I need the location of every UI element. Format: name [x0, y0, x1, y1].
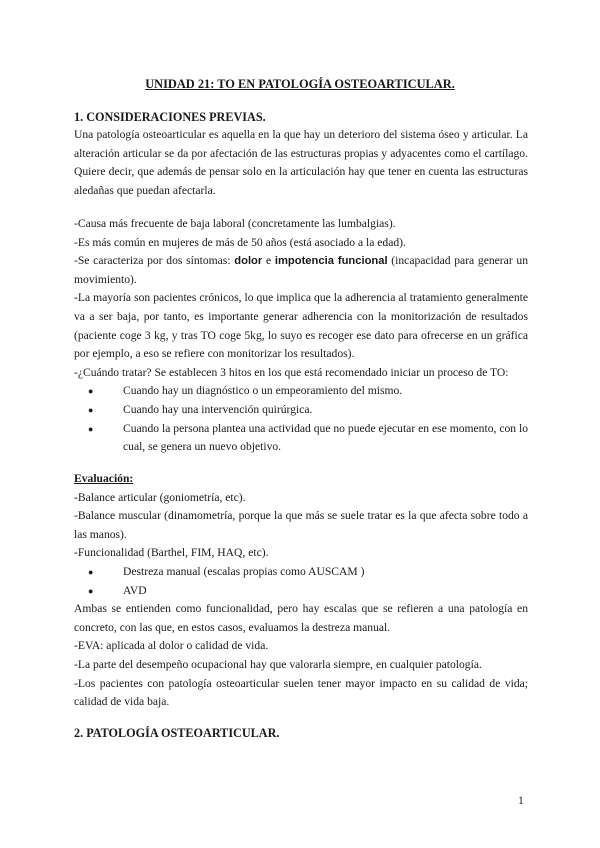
section-1-points [74, 215, 528, 457]
page-number: 1 [518, 794, 524, 807]
section-1-heading: 1. CONSIDERACIONES PREVIAS. [74, 110, 266, 124]
list-item: ● Cuando hay una intervención quirúrgica. [88, 401, 528, 420]
page-title: UNIDAD 21: TO EN PATOLOGÍA OSTEOARTICULAR. [145, 77, 455, 91]
eval-calidad-vida: -Los pacientes con patología osteoarticular suelen tener mayor impacto en su calidad de vida; calidad de vida baja. [74, 676, 528, 709]
intro-paragraph: Una patología osteoarticular es aquella en la que hay un deterioro del sistema óseo y articular. La alteración articular se da por afectación de las estructuras propias y adyacentes como el cartílago. Quiere decir, que además de pensar solo en la articulación hay que tener en cuenta las estructuras aledañas que puedan afectarla. [74, 128, 528, 197]
sintomas-post: (incapacidad para generar un movimiento). [74, 254, 528, 286]
evaluacion-heading: Evaluación: [74, 472, 134, 485]
sintoma-dolor: dolor [234, 255, 263, 268]
point-mujeres: -Es más común en mujeres de más de 50 años (está asociado a la edad). [74, 235, 406, 249]
section-1-intro-block [74, 126, 528, 200]
sintoma-impotencia: impotencia funcional [274, 255, 388, 268]
eval-desempeno: -La parte del desempeño ocupacional hay que valorarla siempre, en cualquier patología. [74, 657, 482, 671]
eval-eva: -EVA: aplicada al dolor o calidad de vida. [74, 639, 269, 653]
point-sintomas [74, 252, 528, 289]
eval-funcionalidad: -Funcionalidad (Barthel, FIM, HAQ, etc). [74, 546, 269, 560]
sintomas-mid: e [262, 254, 275, 268]
eval-balance-muscular: -Balance muscular (dinamometría, porque la que más se suele tratar es la que afecta sobre todo a las manos). [74, 509, 528, 541]
sintomas-pre: -Se caracteriza por dos síntomas: [74, 254, 235, 268]
list-item: ● Cuando hay un diagnóstico o un empeoramiento del mismo. [88, 382, 528, 401]
eval-ambas-paragraph: Ambas se entienden como funcionalidad, pero hay escalas que se refieren a una patología en concreto, con las que, en estos casos, evaluamos la destreza manual. [74, 602, 528, 634]
eval-balance-articular: -Balance articular (goniometría, etc). [74, 490, 246, 504]
list-item: ● Destreza manual (escalas propias como AUSCAM ) [88, 563, 528, 582]
point-baja-laboral: -Causa más frecuente de baja laboral (concretamente las lumbalgias). [74, 217, 396, 230]
evaluacion-block [74, 470, 528, 712]
point-cronicos: -La mayoría son pacientes crónicos, lo que implica que la adherencia al tratamiento generalmente va a ser baja, por tanto, es importante generar adherencia con la monitorización de resultados (paciente coge 3 kg, y tras TO coge 5kg, lo suyo es recoger ese dato para ofrecerse en un gráfica por ejemplo, a eso se refiere con monitorizar los resultados). [74, 291, 528, 361]
list-item: ● Cuando la persona plantea una actividad que no puede ejecutar en ese momento, con lo cual, se genera un nuevo objetivo. [88, 420, 528, 457]
point-cuando-tratar: -¿Cuándo tratar? Se establecen 3 hitos en los que está recomendado iniciar un proceso de TO: [74, 365, 509, 379]
section-2-heading: 2. PATOLOGÍA OSTEOARTICULAR. [74, 726, 280, 740]
list-item: ● AVD [88, 582, 528, 601]
